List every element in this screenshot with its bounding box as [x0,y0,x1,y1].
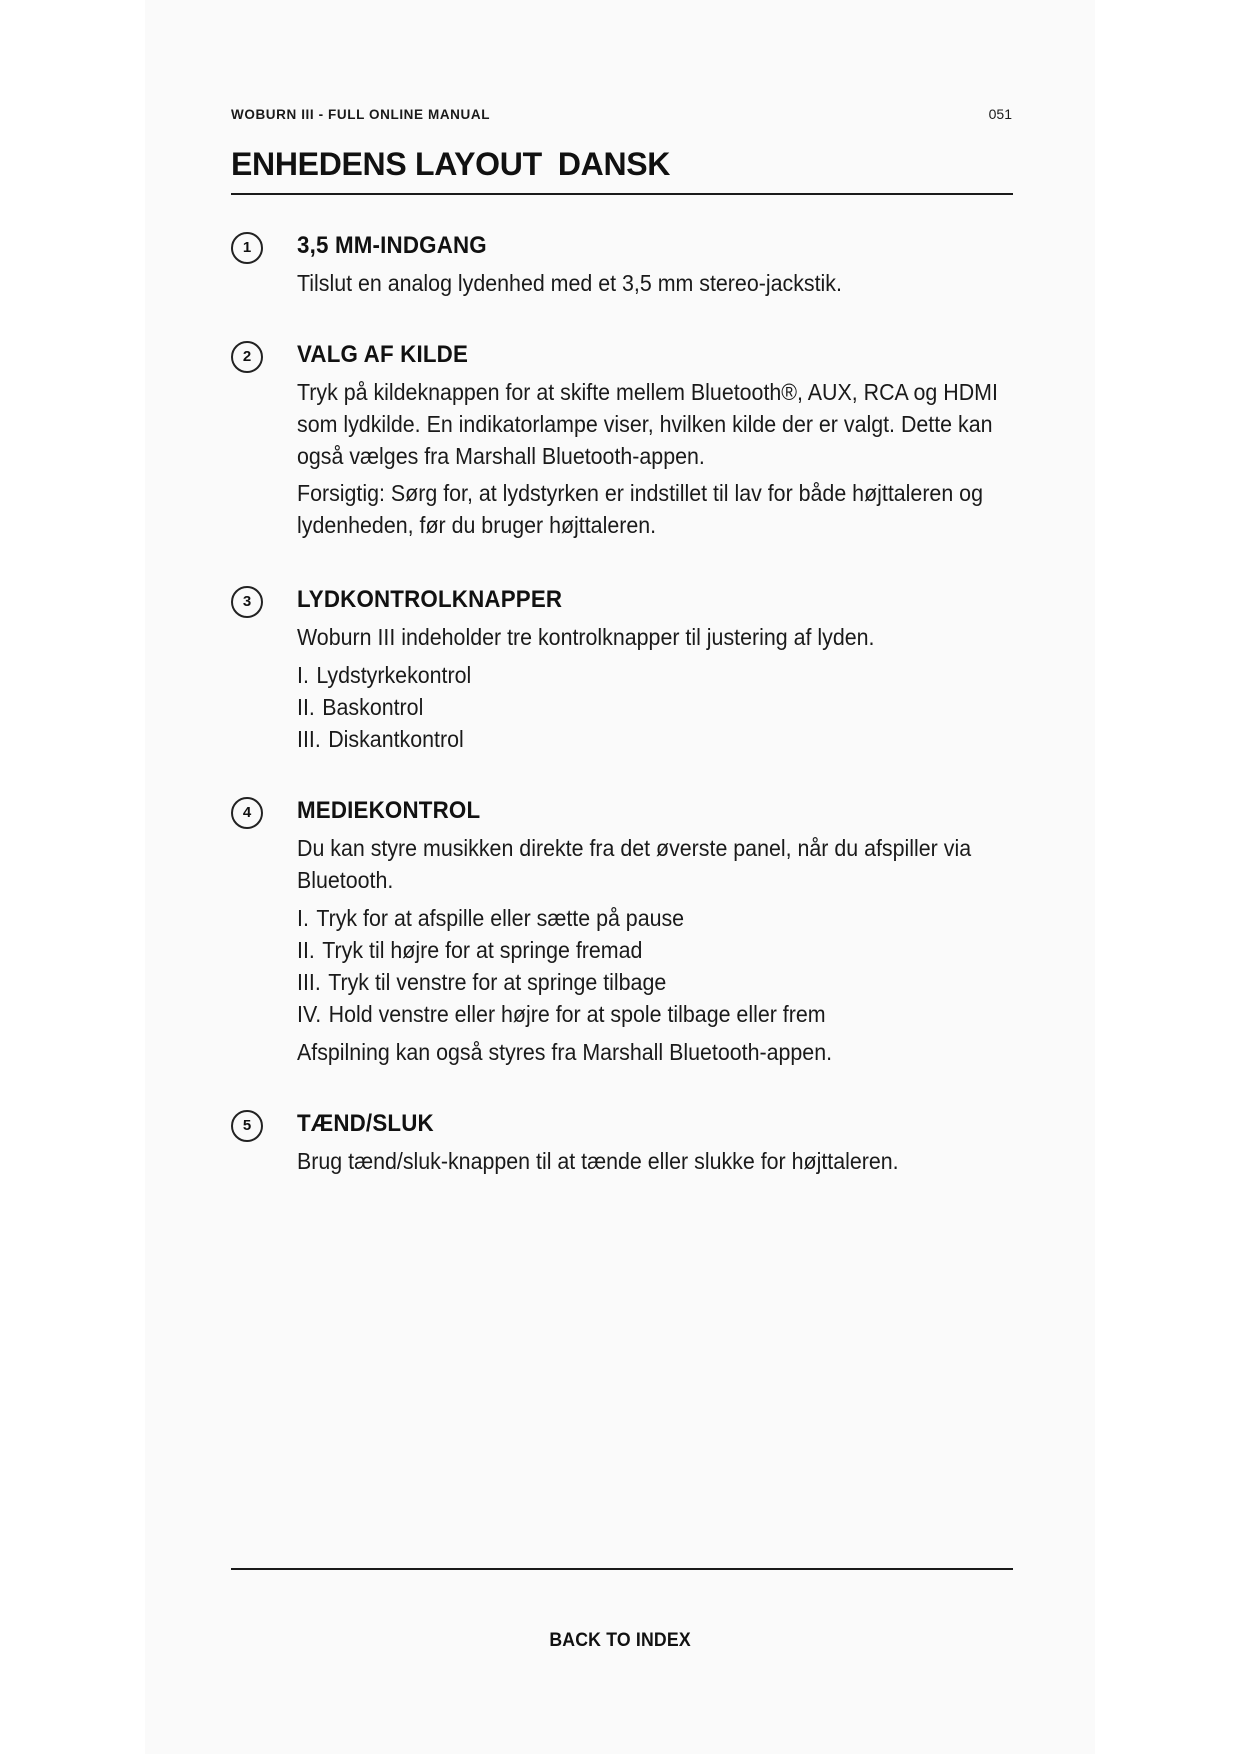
page-title-main: ENHEDENS LAYOUT [231,146,542,182]
manual-title: WOBURN III - FULL ONLINE MANUAL [231,107,491,122]
section-number-badge: 3 [231,586,263,618]
section-paragraph: Brug tænd/sluk-knappen til at tænde eller slukke for højttaleren. [297,1148,899,1174]
section-paragraph: Du kan styre musikken direkte fra det øverste panel, når du afspiller via Bluetooth. [297,835,972,893]
list-item [297,966,967,998]
title-divider [231,193,1013,195]
list-item-number: III. [297,969,321,995]
list-item [297,998,967,1030]
list-item [297,902,967,934]
list-item-number: I. [297,905,309,931]
media-control-list [297,902,1017,1030]
list-item-number: III. [297,726,321,752]
list-item-text: Tryk for at afspille eller sætte på pause [316,905,685,931]
section-title: LYDKONTROLKNAPPER [297,586,563,613]
list-item-number: II. [297,937,315,963]
section-paragraph: Tilslut en analog lydenhed med et 3,5 mm stereo-jackstik. [297,270,842,296]
back-to-index-link[interactable] [0,1630,1241,1652]
section-title: TÆND/SLUK [297,1110,434,1137]
list-item [297,691,967,723]
page-title-language: DANSK [557,146,671,182]
footer-divider [231,1568,1013,1570]
page-number: 051 [988,106,1012,122]
list-item-number: II. [297,694,315,720]
section-number-badge: 5 [231,1110,263,1142]
list-item-text: Tryk til venstre for at springe tilbage [328,969,667,995]
list-item [297,723,967,755]
list-item-text: Hold venstre eller højre for at spole tilbage eller frem [328,1001,826,1027]
list-item-text: Lydstyrkekontrol [316,662,472,688]
section-paragraph: Woburn III indeholder tre kontrolknapper til justering af lyden. [297,624,875,650]
back-to-index-label: BACK TO INDEX [549,1630,692,1651]
section-caution: Forsigtig: Sørg for, at lydstyrken er indstillet til lav for både højttaleren og lydenheden, før du bruger højttaleren. [297,480,983,538]
list-item-number: I. [297,662,309,688]
control-list [297,659,1017,755]
section-title: VALG AF KILDE [297,341,469,368]
list-item-text: Tryk til højre for at springe fremad [322,937,643,963]
section-paragraph-after-list: Afspilning kan også styres fra Marshall Bluetooth-appen. [297,1039,833,1065]
section-number-badge: 4 [231,797,263,829]
list-item [297,934,967,966]
section-paragraph: Tryk på kildeknappen for at skifte mellem Bluetooth®, AUX, RCA og HDMI som lydkilde. En indikatorlampe viser, hvilken kilde der er valgt. Dette kan også vælges fra Marshall Bluetooth-appen. [297,379,998,469]
list-item-text: Diskantkontrol [328,726,464,752]
section-number-badge: 1 [231,232,263,264]
page-title [231,146,670,183]
list-item [297,659,967,691]
list-item-number: IV. [297,1001,322,1027]
list-item-text: Baskontrol [322,694,424,720]
section-title: MEDIEKONTROL [297,797,481,824]
section-title: 3,5 MM-INDGANG [297,232,487,259]
section-number-badge: 2 [231,341,263,373]
